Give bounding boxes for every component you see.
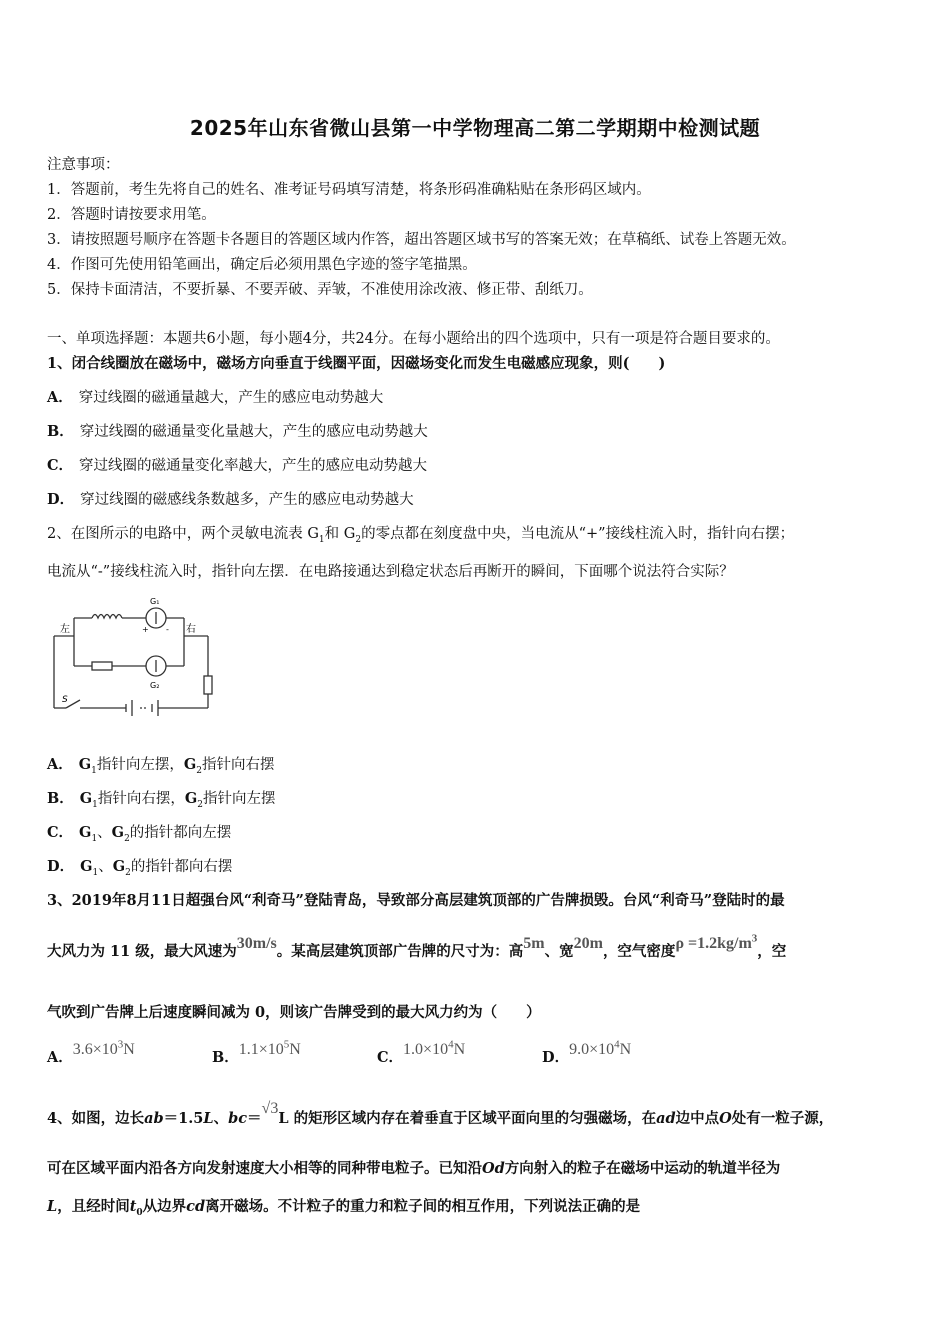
text: 离开磁场。不计粒子的重力和粒子间的相互作用，下列说法正确的是 [205,1198,641,1215]
q3-option-b [212,1038,301,1067]
text: 的矩形区域内存在着垂直于区域平面向里的匀强磁场，在 [288,1110,657,1127]
superscript: 3 [117,1038,124,1051]
g: G [79,790,93,807]
q1-option-c [47,454,427,475]
subscript: 2 [125,867,131,878]
subscript: 1 [91,833,98,844]
mantissa: 1.0×10 [403,1041,449,1058]
subscript: 1 [91,765,97,776]
option-letter: D． [47,491,75,508]
option-letter: C． [47,457,74,474]
text: 边中点 [675,1110,720,1127]
text: 。某高层建筑顶部广告牌的尺寸为：高 [276,943,524,960]
option-text: 、 [98,859,113,875]
note-item: 5．保持卡面清洁，不要折暴、不要弄破、弄皱，不准使用涂改液、修正带、刮纸刀。 [47,282,593,298]
g: G [111,824,125,841]
resistor [204,676,212,694]
question-4-stem-line1 [47,1100,834,1128]
note-item: 3．请按照题号顺序在答题卡各题目的答题区域内作答，超出答题区域书写的答案无效；在草稿纸、试卷上答题无效。 [47,232,796,248]
question-4-stem-line2 [47,1157,780,1178]
g: G [78,756,92,773]
option-text: 穿过线圈的磁感线条数越多，产生的感应电动势越大 [80,492,414,508]
var-ab: ab [144,1110,164,1127]
question-3-stem-line2 [47,932,787,961]
g: G [79,824,92,841]
subscript: 2 [355,534,362,545]
option-letter: D． [542,1049,570,1066]
label-g1: G₁ [150,597,160,606]
g: G [183,756,197,773]
note-item: 2．答题时请按要求用笔。 [47,207,216,223]
text: 的零点都在刻度盘中央，当电流从“+”接线柱流入时，指针向右摆； [361,526,795,542]
switch-blade [66,700,80,708]
superscript: 5 [283,1038,290,1051]
math-speed: 30m/s [236,935,277,952]
math-width: 20m [573,935,603,952]
option-letter: A． [47,756,73,773]
option-value [403,1038,466,1058]
text: 、 [213,1110,229,1127]
circuit-diagram [44,596,224,721]
question-2-stem-line1 [47,522,794,545]
text: 2、在图所示的电路中，两个灵敏电流表 G [47,526,319,542]
var-l: L [47,1198,58,1215]
math-height: 5m [523,935,545,952]
question-1-stem: 1、闭合线圈放在磁场中，磁场方向垂直于线圈平面，因磁场变化而发生电磁感应现象，则( ) [47,355,666,372]
note-item: 1．答题前，考生先将自己的姓名、准考证号码填写清楚，将条形码准确粘贴在条形码区域内。 [47,182,651,198]
text: ＝1.5 [163,1110,204,1127]
option-text: 的指针都向左摆 [129,825,232,841]
unit: N [453,1041,466,1058]
option-text: 指针向右摆 [202,757,275,773]
text: 处有一粒子源， [731,1110,834,1127]
text: 可在区域平面内沿各方向发射速度大小相等的同种带电粒子。已知沿 [47,1160,482,1177]
subscript: 1 [318,534,325,545]
mantissa: 3.6×10 [72,1041,118,1058]
q3-option-c [377,1038,466,1067]
label-right: 右 [186,624,196,635]
text: 、宽 [544,943,574,960]
inductor-coil [92,615,122,619]
option-text: 穿过线圈的磁通量越大，产生的感应电动势越大 [78,390,384,406]
superscript: 4 [448,1038,454,1051]
subscript: 1 [92,867,99,878]
option-letter: B． [47,790,74,807]
q1-option-d [47,488,414,509]
unit: N [289,1041,301,1058]
g: G [80,858,93,875]
q2-option-b [47,787,276,810]
math-sqrt3: √3 [261,1100,279,1117]
option-text: 指针向左摆， [96,757,184,773]
q2-option-d [47,855,232,878]
subscript: 2 [196,765,203,776]
text: 从边界 [142,1198,187,1215]
option-letter: D． [47,858,75,875]
var-l: L [278,1110,289,1127]
var-bc: bc [228,1110,248,1127]
subscript: 1 [92,799,98,810]
option-text: 指针向左摆 [203,791,276,807]
var-l: L [203,1110,214,1127]
label-left: 左 [60,624,70,635]
question-3-stem-line1: 3、2019年8月11日超强台风“利奇马”登陆青岛，导致部分高层建筑顶部的广告牌损毁。台风“利奇马”登陆时的最 [47,892,785,909]
text: ，空气密度 [602,943,676,960]
resistor [92,662,112,670]
label-switch: S [62,695,68,705]
option-letter: B． [212,1049,239,1066]
label-minus: - [166,625,169,634]
option-value [238,1038,301,1058]
text: ，空 [757,943,787,960]
label-plus: + [142,625,149,634]
var-o: O [719,1110,732,1127]
var-t: t [129,1198,137,1215]
q2-option-a [47,753,275,776]
q2-option-c [47,821,231,844]
option-text: 的指针都向右摆 [130,859,233,875]
unit: N [619,1041,632,1058]
question-3-stem-line3: 气吹到广告牌上后速度瞬间减为 0，则该广告牌受到的最大风力约为（ ） [47,1004,541,1021]
question-4-stem-line3 [47,1195,640,1218]
option-text: 、 [97,825,112,841]
q3-option-d [542,1038,632,1067]
option-letter: A． [47,1049,73,1066]
mantissa: 1.1×10 [238,1041,284,1058]
g: G [184,790,198,807]
option-letter: C． [377,1049,404,1066]
text: 大风力为 11 级，最大风速为 [47,943,237,960]
option-letter: C． [47,824,74,841]
text: ＝ [247,1110,262,1127]
unit: N [123,1041,135,1058]
subscript: 2 [197,799,204,810]
math-rho [675,932,758,952]
option-letter: B． [47,423,74,440]
text: 方向射入的粒子在磁场中运动的轨道半径为 [504,1160,781,1177]
superscript: 3 [751,932,758,945]
text: 4、如图，边长 [47,1110,145,1127]
label-g2: G₂ [150,681,160,690]
text: ，且经时间 [57,1198,130,1215]
q1-option-b [47,420,428,441]
section-heading: 一、单项选择题：本题共6小题，每小题4分，共24分。在每小题给出的四个选项中，只有一项是符合题目要求的。 [47,331,780,347]
option-letter: A． [47,389,73,406]
math-rho-text: ρ =1.2kg/m [675,935,752,952]
superscript: 4 [614,1038,620,1051]
subscript: 0 [136,1207,143,1218]
q1-option-a [47,386,383,407]
var-cd: cd [186,1198,206,1215]
option-value [72,1038,135,1058]
option-text: 穿过线圈的磁通量变化率越大，产生的感应电动势越大 [79,458,428,474]
q3-option-a [47,1038,135,1067]
page-title: 2025年山东省微山县第一中学物理高二第二学期期中检测试题 [189,116,761,140]
mantissa: 9.0×10 [569,1041,615,1058]
text: 和 G [324,526,356,542]
var-od: Od [482,1160,505,1177]
question-2-stem-line2: 电流从“-”接线柱流入时，指针向左摆．在电路接通达到稳定状态后再断开的瞬间，下面哪个说法符合实际？ [47,564,734,580]
note-item: 4．作图可先使用铅笔画出，确定后必须用黑色字迹的签字笔描黑。 [47,257,477,273]
notes-heading: 注意事项： [47,157,120,173]
option-text: 穿过线圈的磁通量变化量越大，产生的感应电动势越大 [79,424,428,440]
subscript: 2 [124,833,130,844]
option-value [569,1038,632,1058]
option-text: 指针向右摆， [97,791,185,807]
var-ad: ad [656,1110,676,1127]
g: G [112,858,126,875]
